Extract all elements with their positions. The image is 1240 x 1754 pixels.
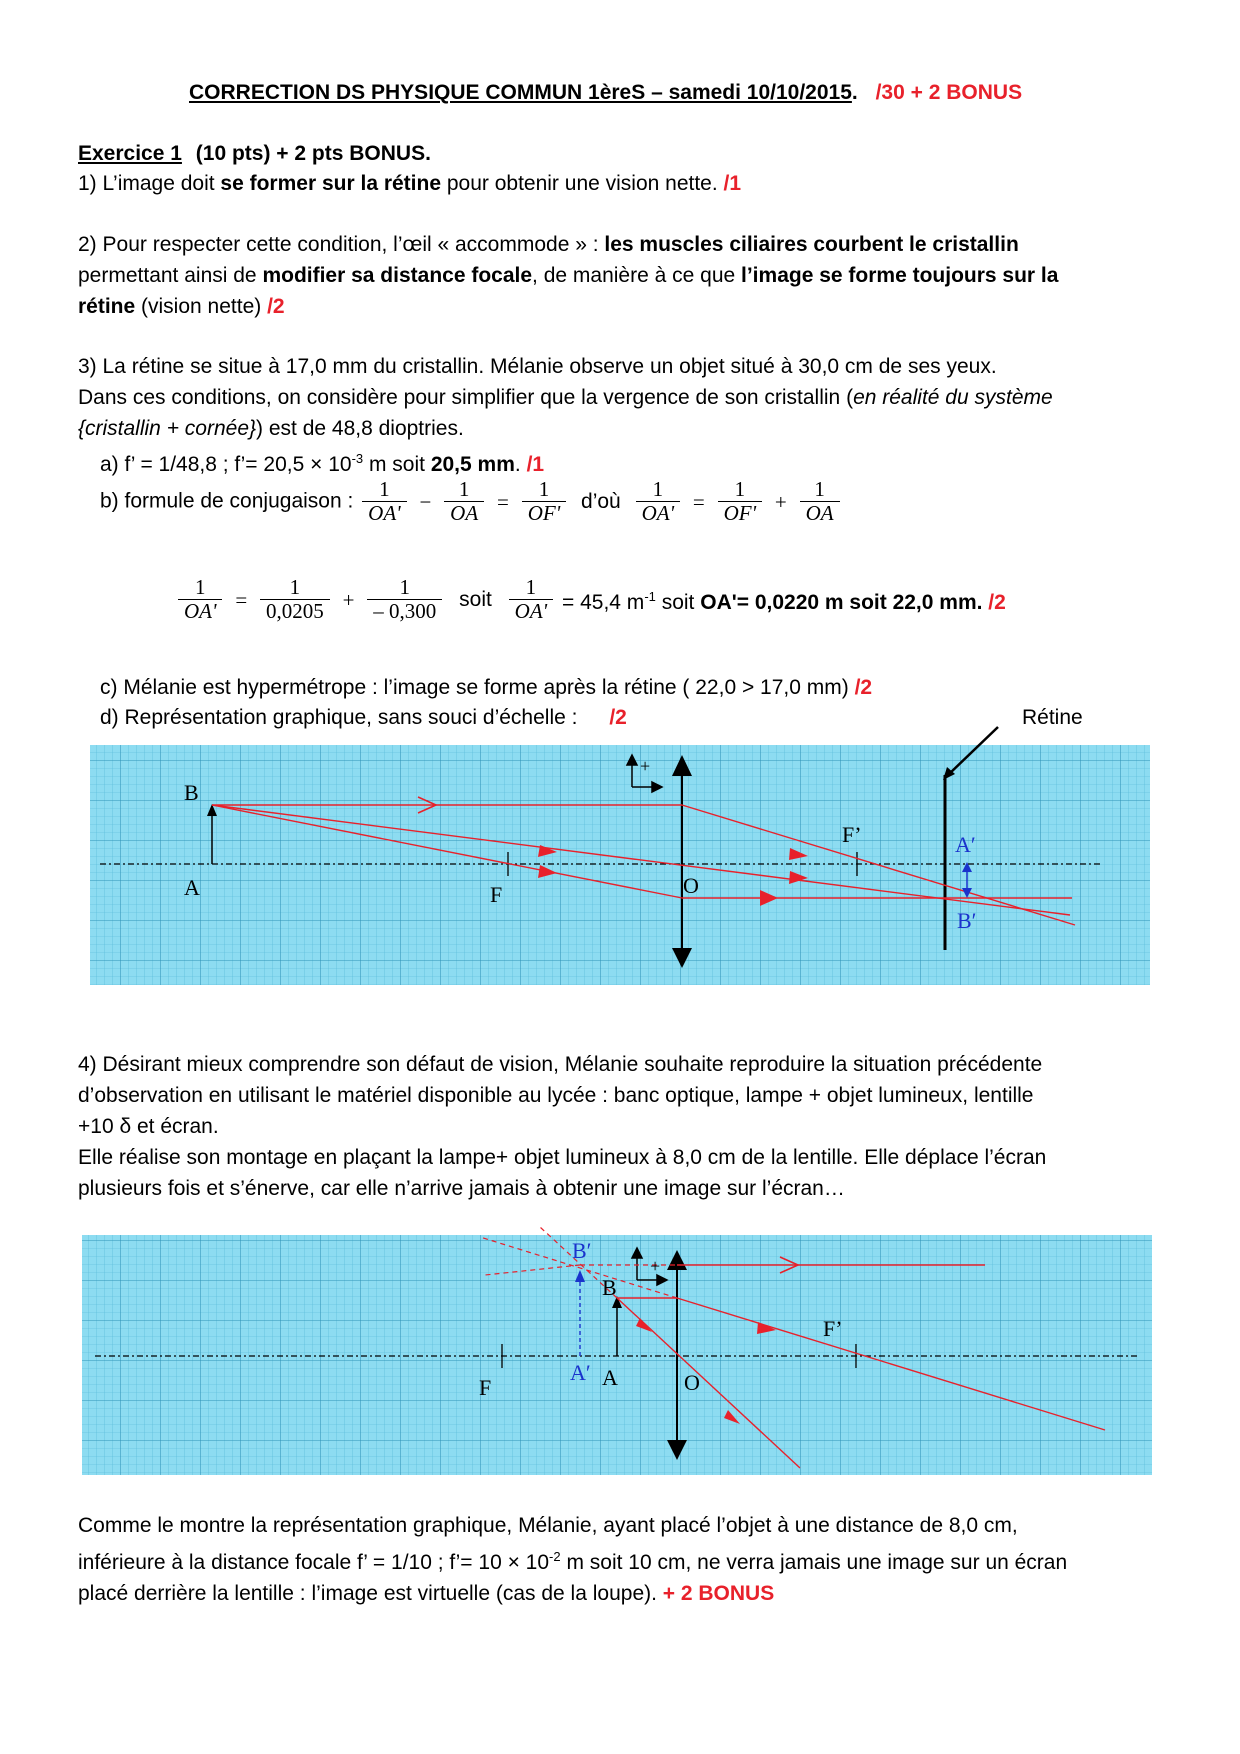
- q2-line1: 2) Pour respecter cette condition, l’œil « accommode » :: [78, 233, 605, 256]
- q4-line5: plusieurs fois et s’énerve, car elle n’arrive jamais à obtenir une image sur l’écran…: [78, 1177, 845, 1200]
- minus-sign: −: [419, 489, 432, 514]
- q3a-points: /1: [526, 453, 545, 476]
- calc-fraction-1-over-OAp-2: $\frac{1}{OA'}$: [509, 576, 553, 623]
- diagram1-label-plus: +: [640, 756, 651, 776]
- diagram1-label-O: O: [683, 873, 699, 898]
- conclusion: [78, 1512, 1067, 1608]
- fraction-1-over-OAp: $\frac{1}{OA'}$: [362, 478, 406, 525]
- title-dot: .: [851, 81, 858, 104]
- q3b-text: b) formule de conjugaison :: [100, 489, 360, 513]
- calc-fraction-d2: $\frac{1}{- 0,300}$: [367, 576, 442, 623]
- diagram2-label-F: F: [479, 1375, 492, 1400]
- calc-result: = 45,4 $m^{-1}$ soit OA'= 0,0220 m soit 22,0 mm. /2: [562, 588, 1006, 614]
- diagram2-label-A: A: [602, 1365, 618, 1390]
- equals-sign-2: =: [692, 489, 705, 514]
- q2-line2: permettant ainsi de: [78, 264, 263, 287]
- fraction-1-over-OFp: $\frac{1}{OF'}$: [522, 478, 566, 525]
- q2-line3: (vision nette): [135, 295, 268, 318]
- q3-line2: Dans ces conditions, on considère pour simplifier que la vergence de son cristallin (: [78, 386, 854, 409]
- fraction-1-over-OA-2: $\frac{1}{OA}$: [800, 478, 840, 525]
- plus-sign: +: [774, 489, 787, 514]
- calc-fraction-d1: $\frac{1}{0,0205}$: [260, 576, 330, 623]
- calc-plus: +: [342, 587, 355, 612]
- q3-line3: ) est de 48,8 dioptries.: [256, 417, 464, 440]
- fraction-1-over-OAp-2: $\frac{1}{OA'}$: [636, 478, 680, 525]
- q4-line2: d’observation en utilisant le matériel disponible au lycée : banc optique, lampe + objet lumineux, lentille: [78, 1084, 1034, 1107]
- q4-line4: Elle réalise son montage en plaçant la lampe+ objet lumineux à 8,0 cm de la lentille. Elle déplace l’écran: [78, 1146, 1047, 1169]
- q3a-text2: m soit: [363, 453, 431, 476]
- q2-line1-bold: les muscles ciliaires courbent le cristallin: [604, 233, 1019, 256]
- q1-text-end: pour obtenir une vision nette.: [441, 172, 724, 195]
- q3c-points: /2: [854, 676, 873, 699]
- q1-bold: se former sur la rétine: [220, 172, 442, 195]
- diagram1-label-Ap: A′: [955, 832, 976, 857]
- diagram1-label-B: B: [184, 780, 199, 805]
- q3a-dot: .: [514, 453, 527, 476]
- conclusion-line3: placé derrière la lentille : l’image est virtuelle (cas de la loupe).: [78, 1582, 663, 1605]
- conclusion-line2: inférieure à la distance focale f’ = 1/10 ; f’= 10 × 10: [78, 1551, 550, 1574]
- diagram1-label-A: A: [184, 875, 200, 900]
- conclusion-bonus: + 2 BONUS: [662, 1582, 775, 1605]
- diagram1-label-Bp: B′: [957, 908, 977, 933]
- diagram2-label-Ap: A′: [570, 1360, 591, 1385]
- q3-line3-italic: {cristallin + cornée}: [78, 417, 257, 440]
- fraction-1-over-OA: $\frac{1}{OA}$: [444, 478, 484, 525]
- q1-text: 1) L’image doit: [78, 172, 221, 195]
- diagram2-label-B: B: [602, 1275, 617, 1300]
- q2-line2-mid: , de manière à ce que: [532, 264, 742, 287]
- q2-points: /2: [267, 295, 285, 318]
- q2-line3-bold: rétine: [78, 295, 136, 318]
- title-main: CORRECTION DS PHYSIQUE COMMUN 1èreS – samedi 10/10/2015: [189, 81, 852, 104]
- q3d-text: d) Représentation graphique, sans souci d’échelle :: [100, 706, 584, 729]
- equals-sign: =: [497, 489, 509, 514]
- diagram1-label-F: F: [490, 882, 503, 907]
- q3c-text: c) Mélanie est hypermétrope : l’image se forme après la rétine ( 22,0 > 17,0 mm): [100, 676, 855, 699]
- diagram2-label-plus: +: [650, 1256, 661, 1276]
- conclusion-line2-end: m soit 10 cm, ne verra jamais une image sur un écran: [560, 1551, 1068, 1574]
- calc-soit: soit: [459, 587, 492, 611]
- dou-text: d’où: [581, 489, 621, 513]
- exercise-heading-label: Exercice 1: [78, 142, 182, 165]
- calc-fraction-1-over-OAp: $\frac{1}{OA'}$: [178, 576, 222, 623]
- diagram2-label-Bp: B′: [572, 1238, 592, 1263]
- q3-line2-italic: en réalité du système: [853, 386, 1053, 409]
- q3a-exponent: -3: [351, 451, 364, 466]
- diagram2-label-O: O: [684, 1370, 700, 1395]
- conclusion-line1: Comme le montre la représentation graphique, Mélanie, ayant placé l’objet à une distance de 8,0 cm,: [78, 1514, 1018, 1537]
- q3d-points: /2: [609, 706, 627, 729]
- exercise-heading-points: (10 pts) + 2 pts BONUS.: [195, 142, 431, 165]
- q4-line3: +10 δ et écran.: [78, 1115, 219, 1138]
- title-score: /30 + 2 BONUS: [875, 81, 1023, 104]
- calc-equals: =: [235, 587, 248, 612]
- conclusion-exponent: -2: [549, 1549, 561, 1564]
- diagram1-label-Fp: F’: [842, 822, 862, 847]
- retine-label: Rétine: [1022, 706, 1083, 729]
- q2-line2-bold-end: l’image se forme toujours sur la: [741, 264, 1059, 287]
- q4-line1: 4) Désirant mieux comprendre son défaut de vision, Mélanie souhaite reproduire la situation précédente: [78, 1053, 1043, 1076]
- q3a-text: a) f’ = 1/48,8 ; f’= 20,5 × 10: [100, 453, 352, 476]
- diagram2-label-Fp: F’: [823, 1316, 843, 1341]
- q2-line2-bold: modifier sa distance focale: [262, 264, 533, 287]
- q1-points: /1: [723, 172, 742, 195]
- q3-line1: 3) La rétine se situe à 17,0 mm du cristallin. Mélanie observe un objet situé à 30,0 cm de ses yeux.: [78, 355, 997, 378]
- fraction-1-over-OFp-2: $\frac{1}{OF'}$: [718, 478, 762, 525]
- q3a-result: 20,5 mm: [430, 453, 515, 476]
